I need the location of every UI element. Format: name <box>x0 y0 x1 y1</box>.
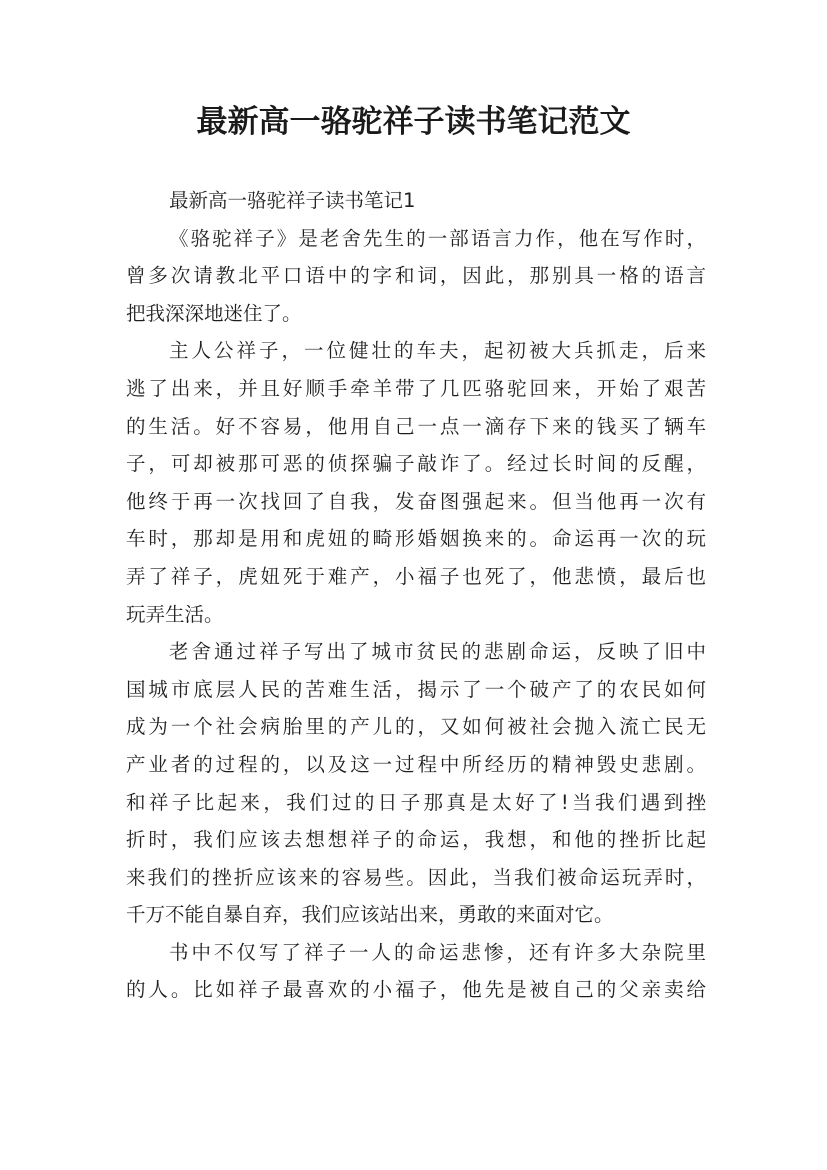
text-line: 主人公祥子，一位健壮的车夫，起初被大兵抓走，后来 <box>169 339 706 363</box>
text-line: 曾多次请教北平口语中的字和词，因此，那别具一格的语言 <box>126 264 706 288</box>
text-line: 成为一个社会病胎里的产儿的，又如何被社会抛入流亡民无 <box>126 715 706 739</box>
text-line: 书中不仅写了祥子一人的命运悲惨，还有许多大杂院里 <box>169 940 706 964</box>
text-line: 折时，我们应该去想想祥子的命运，我想，和他的挫折比起 <box>126 828 706 852</box>
text-line: 逃了出来，并且好顺手牵羊带了几匹骆驼回来，开始了艰苦 <box>126 376 706 400</box>
text-line: 他终于再一次找回了自我，发奋图强起来。但当他再一次有 <box>126 489 706 513</box>
text-line: 玩弄生活。 <box>126 602 224 626</box>
text-line: 国城市底层人民的苦难生活，揭示了一个破产了的农民如何 <box>126 677 706 701</box>
text-line: 把我深深地迷住了。 <box>126 301 302 325</box>
text-line: 老舍通过祥子写出了城市贫民的悲剧命运，反映了旧中 <box>169 640 706 664</box>
document-body <box>126 182 706 1009</box>
text-line: 《骆驼祥子》是老舍先生的一部语言力作，他在写作时， <box>169 226 706 250</box>
text-line: 和祥子比起来，我们过的日子那真是太好了!当我们遇到挫 <box>126 790 706 814</box>
text-line: 的生活。好不容易，他用自己一点一滴存下来的钱买了辆车 <box>126 414 706 438</box>
text-line: 弄了祥子，虎妞死于难产，小福子也死了，他悲愤，最后也 <box>126 564 706 588</box>
document-title: 最新高一骆驼祥子读书笔记范文 <box>196 104 631 140</box>
text-line: 产业者的过程的，以及这一过程中所经历的精神毁史悲剧。 <box>126 752 706 776</box>
text-line: 子，可却被那可恶的侦探骗子敲诈了。经过长时间的反醒， <box>126 452 706 476</box>
section-heading: 最新高一骆驼祥子读书笔记1 <box>169 189 416 212</box>
text-line: 千万不能自暴自弃，我们应该站出来，勇敢的来面对它。 <box>126 903 614 927</box>
text-line: 来我们的挫折应该来的容易些。因此，当我们被命运玩弄时， <box>126 865 706 889</box>
text-line: 的人。比如祥子最喜欢的小福子，他先是被自己的父亲卖给 <box>126 978 706 1002</box>
text-line: 车时，那却是用和虎妞的畸形婚姻换来的。命运再一次的玩 <box>126 527 706 551</box>
